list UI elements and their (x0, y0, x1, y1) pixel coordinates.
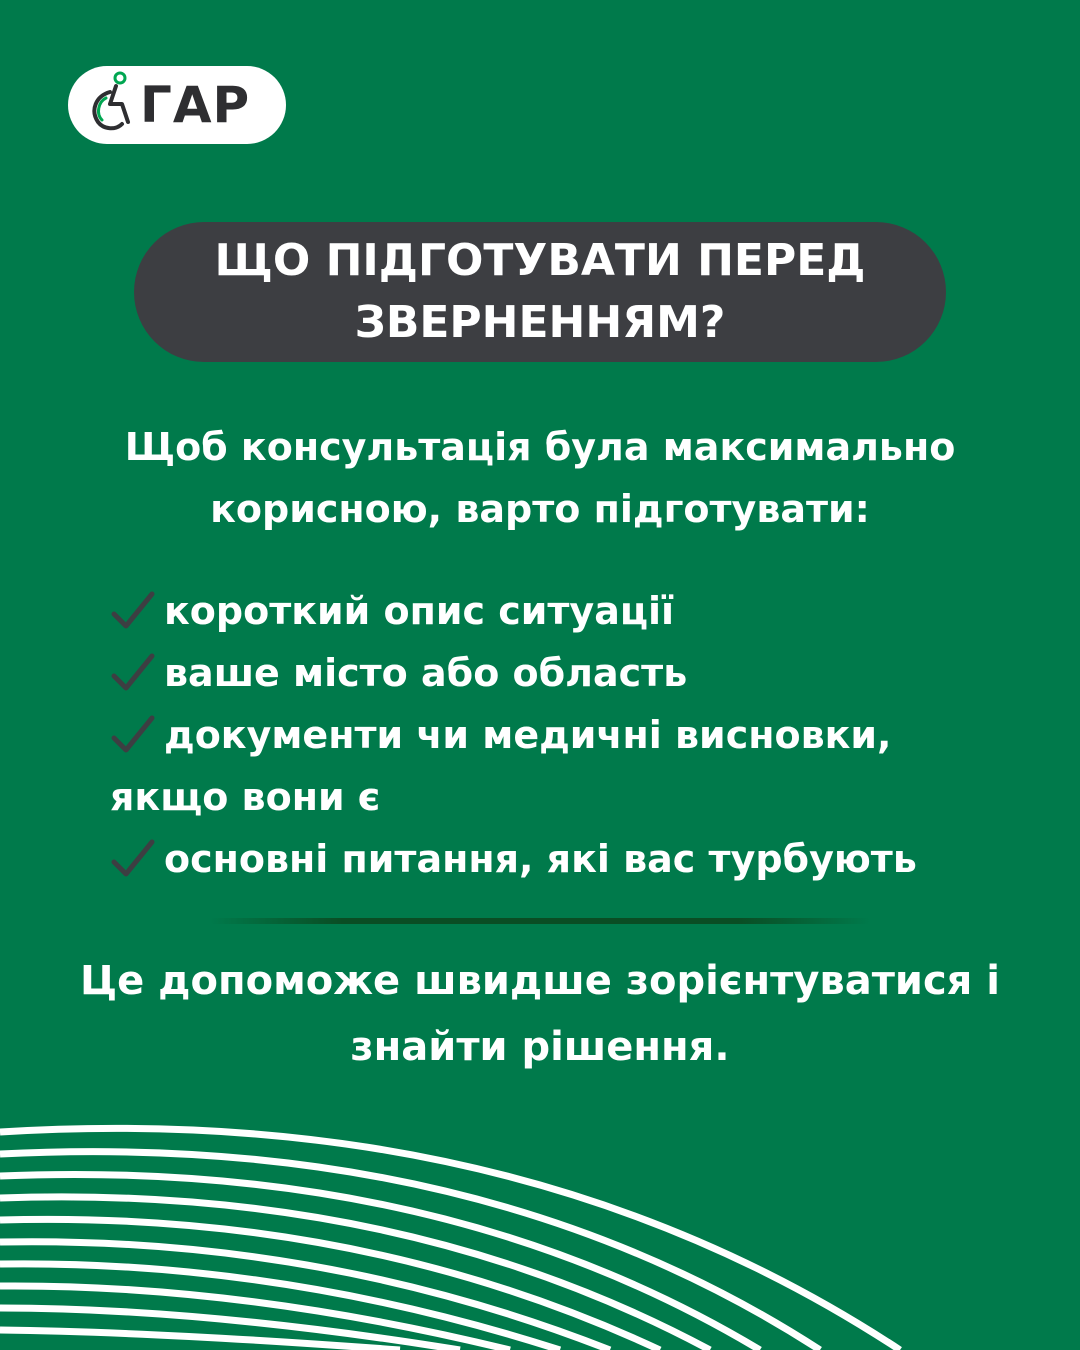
checkmark-icon (110, 590, 156, 630)
page-title: ЩО ПІДГОТУВАТИ ПЕРЕД ЗВЕРНЕННЯМ? (214, 235, 866, 348)
checklist-item-label: короткий опис ситуації (164, 589, 675, 633)
checklist-item-continuation: якщо вони є (110, 775, 381, 819)
wheelchair-user-icon (86, 70, 136, 136)
checklist-item (110, 828, 1010, 890)
checklist-item-label: документи чи медичні висновки, (164, 713, 892, 757)
checklist-item-label: ваше місто або область (164, 651, 688, 695)
checklist-item-label: основні питання, які вас турбують (164, 837, 917, 881)
logo-text: ГАР (140, 76, 251, 134)
checkmark-icon (110, 652, 156, 692)
intro-text: Щоб консультація була максимально корисною, варто підготувати: (124, 425, 956, 531)
divider (210, 918, 870, 924)
title-banner (134, 222, 946, 362)
checklist (110, 580, 1010, 890)
checklist-item (110, 580, 1010, 642)
checkmark-icon (110, 714, 156, 754)
decorative-arcs (0, 1110, 1080, 1350)
checkmark-icon (110, 838, 156, 878)
checklist-item (110, 704, 1010, 766)
outro-text: Це допоможе швидше зорієнтуватися і знайти рішення. (80, 958, 1000, 1070)
checklist-item (110, 642, 1010, 704)
